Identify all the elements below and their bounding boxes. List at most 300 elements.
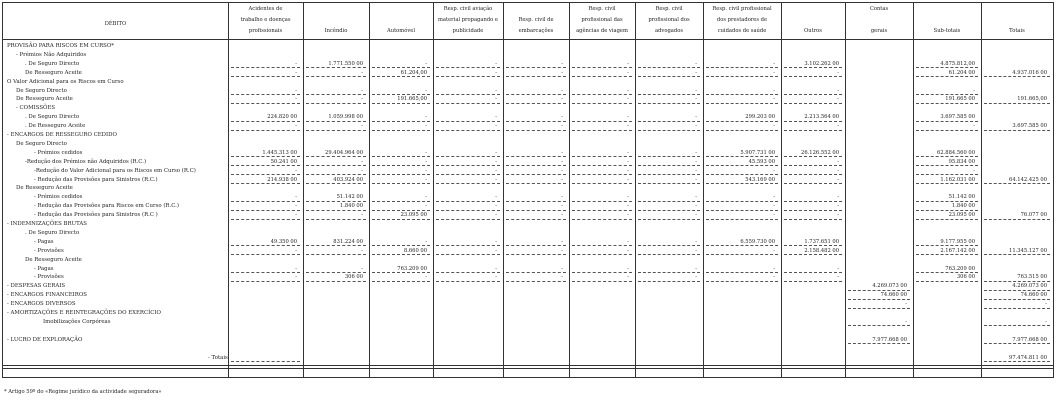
cell-underline — [372, 121, 430, 122]
cell-underline — [916, 254, 978, 255]
row-label: -Redução dos Prémios não Adquiridos (R.C.) — [25, 158, 147, 165]
cell-underline — [436, 94, 500, 95]
cell-value: - — [837, 212, 839, 219]
cell-value: 1.840 00 — [339, 203, 363, 210]
cell-value: 1.771.550 00 — [328, 60, 363, 67]
row-label: De Seguro Directo — [16, 140, 67, 147]
cell-underline — [572, 165, 632, 166]
cell-underline — [638, 165, 700, 166]
column-header-line: dos prestadores de — [716, 17, 768, 23]
cell-value: - — [425, 167, 427, 174]
debit-table — [2, 2, 1054, 378]
cell-value: 403.924 00 — [333, 176, 363, 183]
cell-underline — [572, 254, 632, 255]
cell-value: - — [295, 167, 297, 174]
cell-value: - — [495, 265, 497, 272]
cell-underline — [572, 174, 632, 175]
cell-value: 51.142 00 — [948, 194, 975, 201]
cell-underline — [572, 219, 632, 220]
cell-value: - — [627, 87, 629, 94]
cell-value: - — [495, 60, 497, 67]
cell-underline — [984, 183, 1050, 184]
cell-underline — [706, 130, 778, 131]
cell-value: - — [561, 194, 563, 201]
cell-underline — [916, 103, 978, 104]
cell-value: - — [837, 176, 839, 183]
cell-value: - — [695, 167, 697, 174]
cell-value: 191.665,00 — [1017, 96, 1047, 103]
row-label: . De Seguro Directo — [25, 114, 80, 121]
cell-underline — [784, 219, 842, 220]
cell-value: 306 00 — [956, 274, 975, 281]
cell-underline — [916, 219, 978, 220]
cell-underline — [638, 76, 700, 77]
cell-underline — [706, 245, 778, 246]
column-divider — [369, 3, 370, 377]
cell-value: 1.059.998 00 — [328, 114, 363, 121]
cell-underline — [916, 67, 978, 68]
cell-underline — [848, 308, 910, 309]
cell-underline — [372, 174, 430, 175]
cell-underline — [372, 165, 430, 166]
cell-value: - — [695, 123, 697, 130]
cell-underline — [638, 156, 700, 157]
totals-label: - Totais — [208, 354, 228, 361]
cell-underline — [436, 174, 500, 175]
cell-value: 1.840 00 — [951, 203, 975, 210]
cell-underline — [231, 281, 300, 282]
row-label: - DESPESAS GERAIS — [7, 283, 66, 290]
cell-value: - — [561, 69, 563, 76]
column-header-line: Sub-totais — [933, 28, 961, 34]
cell-value: - — [425, 176, 427, 183]
cell-underline — [231, 76, 300, 77]
cell-underline — [638, 174, 700, 175]
cell-value: - — [425, 194, 427, 201]
row-label: - ENCARGOS FINANCEIROS — [7, 292, 87, 299]
cell-underline — [306, 94, 366, 95]
cell-underline — [436, 272, 500, 273]
row-label: - Prémios cedidos — [34, 149, 83, 156]
cell-value: - — [773, 167, 775, 174]
cell-underline — [436, 67, 500, 68]
cell-underline — [506, 76, 566, 77]
cell-value: - — [561, 149, 563, 156]
cell-value: - — [695, 274, 697, 281]
cell-underline — [984, 299, 1050, 300]
cell-underline — [306, 67, 366, 68]
column-divider — [703, 3, 704, 377]
cell-value: - — [561, 96, 563, 103]
cell-underline — [784, 254, 842, 255]
cell-value: - — [695, 87, 697, 94]
cell-underline — [784, 76, 842, 77]
cell-value: - — [773, 60, 775, 67]
cell-value: 4.269.073 00 — [1012, 283, 1047, 290]
cell-value: - — [561, 274, 563, 281]
cell-underline — [306, 281, 366, 282]
cell-underline — [706, 281, 778, 282]
cell-underline — [306, 103, 366, 104]
cell-value: - — [773, 194, 775, 201]
column-header-line: trabalho e doenças — [240, 17, 291, 23]
cell-underline — [706, 165, 778, 166]
cell-underline — [638, 281, 700, 282]
cell-value: - — [361, 96, 363, 103]
cell-underline — [916, 165, 978, 166]
row-label: Imobilizações Corpóreas — [43, 318, 111, 325]
cell-underline — [372, 130, 430, 131]
cell-underline — [706, 103, 778, 104]
cell-value: - — [495, 247, 497, 254]
cell-underline — [372, 210, 430, 211]
cell-value: - — [773, 87, 775, 94]
cell-value: 26.126.552 00 — [801, 149, 839, 156]
cell-value: - — [773, 212, 775, 219]
cell-value: - — [973, 167, 975, 174]
cell-value: - — [627, 265, 629, 272]
row-label: - LUCRO DE EXPLORAÇÃO — [7, 336, 83, 343]
cell-underline — [231, 94, 300, 95]
cell-value: 831.224 00 — [333, 238, 363, 245]
cell-underline — [984, 361, 1050, 362]
cell-underline — [784, 103, 842, 104]
cell-underline — [436, 76, 500, 77]
row-label: -Redução do Valor Adicional para os Riscos em Curso (R.C) — [34, 167, 196, 174]
cell-value: 6.559.730 00 — [740, 238, 775, 245]
cell-value: - — [425, 238, 427, 245]
cell-underline — [306, 201, 366, 202]
cell-value: 1.162.031 00 — [940, 176, 975, 183]
cell-underline — [306, 156, 366, 157]
cell-value: 3.697.585 00 — [1012, 123, 1047, 130]
cell-underline — [572, 76, 632, 77]
cell-value: - — [973, 123, 975, 130]
cell-underline — [572, 201, 632, 202]
cell-underline — [372, 76, 430, 77]
cell-value: 763.209 00 — [945, 265, 975, 272]
column-header-line: Automóvel — [387, 28, 415, 34]
cell-underline — [506, 183, 566, 184]
column-divider — [569, 3, 570, 377]
cell-underline — [372, 281, 430, 282]
cell-underline — [372, 67, 430, 68]
cell-underline — [436, 130, 500, 131]
cell-value: - — [837, 123, 839, 130]
cell-value: - — [1045, 301, 1047, 308]
cell-underline — [784, 165, 842, 166]
cell-underline — [436, 103, 500, 104]
cell-underline — [706, 94, 778, 95]
cell-value: - — [495, 123, 497, 130]
cell-underline — [231, 103, 300, 104]
cell-underline — [506, 130, 566, 131]
cell-value: 74.660 00 — [1020, 292, 1047, 299]
cell-value: - — [361, 87, 363, 94]
cell-underline — [984, 103, 1050, 104]
cell-value: - — [695, 60, 697, 67]
cell-value: - — [837, 265, 839, 272]
cell-underline — [572, 156, 632, 157]
row-label: De Resseguro Aceite — [25, 69, 82, 76]
cell-underline — [572, 281, 632, 282]
cell-underline — [572, 103, 632, 104]
cell-underline — [572, 94, 632, 95]
cell-value: - — [295, 212, 297, 219]
cell-value: 74.660 00 — [880, 292, 907, 299]
column-header-line: Resp. civil aviação — [443, 6, 493, 12]
cell-underline — [916, 156, 978, 157]
cell-value: 49.350 00 — [270, 238, 297, 245]
cell-underline — [706, 67, 778, 68]
cell-underline — [706, 272, 778, 273]
cell-underline — [231, 156, 300, 157]
cell-value: - — [773, 203, 775, 210]
cell-value: - — [561, 123, 563, 130]
cell-value: - — [773, 274, 775, 281]
cell-value: - — [495, 194, 497, 201]
cell-value: - — [627, 176, 629, 183]
cell-underline — [372, 201, 430, 202]
cell-underline — [506, 94, 566, 95]
totals-line — [3, 368, 1053, 369]
cell-value: - — [295, 203, 297, 210]
cell-value: 299.203 00 — [745, 114, 775, 121]
cell-value: - — [425, 60, 427, 67]
cell-underline — [306, 272, 366, 273]
cell-value: - — [837, 274, 839, 281]
cell-value: - — [627, 212, 629, 219]
cell-value: 4.875.812,00 — [940, 60, 975, 67]
column-header-line: gerais — [870, 28, 888, 34]
cell-value: 3.697.585 00 — [940, 114, 975, 121]
cell-value: - — [695, 149, 697, 156]
footnote: * Artigo 59º do «Regime jurídico da actividade seguradora» — [4, 389, 162, 395]
cell-value: - — [295, 60, 297, 67]
cell-value: 45.593 00 — [748, 158, 775, 165]
row-label: - ENCARGOS DIVERSOS — [7, 301, 76, 308]
cell-value: - — [361, 167, 363, 174]
cell-underline — [916, 174, 978, 175]
cell-underline — [436, 281, 500, 282]
cell-underline — [306, 210, 366, 211]
row-label: - Prémios cedidos — [34, 194, 83, 201]
cell-underline — [916, 130, 978, 131]
column-header-line: embarcações — [518, 28, 554, 34]
row-label: - Pagas — [34, 238, 54, 245]
cell-underline — [916, 183, 978, 184]
cell-underline — [506, 156, 566, 157]
cell-underline — [706, 183, 778, 184]
cell-value: - — [295, 247, 297, 254]
cell-underline — [372, 245, 430, 246]
cell-underline — [706, 201, 778, 202]
cell-value: - — [361, 247, 363, 254]
cell-underline — [848, 325, 910, 326]
cell-value: - — [425, 123, 427, 130]
column-header-line: Resp. civil — [588, 6, 616, 12]
cell-value: - — [295, 96, 297, 103]
cell-underline — [572, 210, 632, 211]
cell-value: 191.665 00 — [945, 96, 975, 103]
cell-value: 61.204,00 — [400, 69, 427, 76]
cell-value: 95.834 00 — [948, 158, 975, 165]
cell-value: - — [837, 87, 839, 94]
cell-underline — [506, 219, 566, 220]
cell-underline — [572, 245, 632, 246]
cell-value: - — [295, 265, 297, 272]
cell-underline — [638, 201, 700, 202]
cell-value: 51.142 00 — [336, 194, 363, 201]
cell-value: - — [773, 96, 775, 103]
row-label: . De Seguro Directo — [25, 60, 80, 67]
cell-underline — [506, 201, 566, 202]
cell-value: - — [627, 123, 629, 130]
row-label: . De Seguro Directo — [25, 229, 80, 236]
cell-underline — [436, 254, 500, 255]
cell-underline — [572, 121, 632, 122]
cell-underline — [306, 174, 366, 175]
cell-value: - — [495, 274, 497, 281]
cell-value: 5.907.731 00 — [740, 149, 775, 156]
cell-value: - — [905, 318, 907, 325]
cell-underline — [984, 325, 1050, 326]
cell-value: - — [295, 123, 297, 130]
column-header-line: Resp. civil de — [518, 17, 554, 23]
row-label: . De Resseguro Aceite — [25, 123, 86, 130]
cell-underline — [436, 210, 500, 211]
cell-value: - — [361, 69, 363, 76]
cell-value: - — [1045, 318, 1047, 325]
column-header-line: profissionais — [248, 28, 283, 34]
row-label: - ENCARGOS DE RESSEGURO CEDIDO — [7, 132, 117, 138]
column-header-line: cuidados de saúde — [717, 28, 767, 34]
cell-underline — [231, 201, 300, 202]
column-header-line: profissional das — [581, 17, 623, 23]
cell-value: - — [495, 87, 497, 94]
cell-value: - — [773, 69, 775, 76]
cell-value: - — [627, 194, 629, 201]
row-label: O Valor Adicional para os Riscos em Curso — [7, 78, 124, 85]
cell-value: - — [425, 274, 427, 281]
row-label: De Resseguro Aceite — [16, 185, 73, 192]
cell-value: 2.158.482 00 — [804, 247, 839, 254]
cell-value: - — [627, 149, 629, 156]
cell-underline — [984, 254, 1050, 255]
cell-underline — [436, 183, 500, 184]
cell-value: - — [837, 167, 839, 174]
cell-underline — [306, 121, 366, 122]
column-header-line: Totais — [1009, 28, 1025, 34]
cell-underline — [231, 254, 300, 255]
cell-value: 61.204 00 — [948, 69, 975, 76]
cell-value: - — [561, 176, 563, 183]
cell-underline — [984, 219, 1050, 220]
cell-value: - — [627, 96, 629, 103]
column-header-line: Outros — [804, 28, 822, 34]
cell-underline — [784, 272, 842, 273]
cell-value: - — [837, 96, 839, 103]
cell-value: - — [295, 87, 297, 94]
cell-underline — [436, 201, 500, 202]
cell-underline — [506, 103, 566, 104]
cell-value: - — [773, 265, 775, 272]
cell-value: 11.345.127 00 — [1009, 247, 1047, 254]
cell-underline — [784, 156, 842, 157]
cell-value: 4.937.016 00 — [1012, 69, 1047, 76]
column-divider — [503, 3, 504, 377]
cell-underline — [784, 174, 842, 175]
cell-underline — [436, 245, 500, 246]
cell-underline — [306, 183, 366, 184]
cell-underline — [506, 174, 566, 175]
row-label: - Redução das Provisões para Riscos em Curso (R.C.) — [34, 203, 179, 210]
row-label: - Provisões — [34, 247, 64, 254]
cell-underline — [231, 130, 300, 131]
cell-value: 306 00 — [344, 274, 363, 281]
cell-value: - — [495, 167, 497, 174]
header-divider — [3, 39, 1053, 40]
cell-underline — [916, 272, 978, 273]
totals-line — [3, 365, 1053, 366]
cell-underline — [638, 67, 700, 68]
cell-value: - — [695, 265, 697, 272]
column-header-line: agências de viagem — [576, 28, 628, 34]
column-divider — [433, 3, 434, 377]
cell-value: 9.177.955 00 — [940, 238, 975, 245]
cell-value: - — [295, 194, 297, 201]
cell-value: - — [495, 203, 497, 210]
cell-value: - — [627, 203, 629, 210]
cell-value: - — [561, 87, 563, 94]
cell-value: - — [695, 238, 697, 245]
cell-underline — [706, 156, 778, 157]
cell-underline — [306, 219, 366, 220]
cell-value: 64.142.425 00 — [1009, 176, 1047, 183]
cell-underline — [231, 67, 300, 68]
cell-underline — [572, 67, 632, 68]
cell-underline — [916, 281, 978, 282]
cell-underline — [372, 94, 430, 95]
row-label: - Provisões — [34, 274, 64, 281]
cell-value: - — [627, 158, 629, 165]
row-label: - Pagas — [34, 265, 54, 272]
debit-heading: DÉBITO — [104, 21, 127, 27]
row-label: - INDEMNIZAÇÕES BRUTAS — [7, 221, 87, 227]
cell-value: - — [361, 158, 363, 165]
cell-value: 543.169 00 — [745, 176, 775, 183]
cell-underline — [306, 254, 366, 255]
cell-underline — [506, 272, 566, 273]
cell-value: - — [837, 194, 839, 201]
cell-value: - — [425, 114, 427, 121]
cell-underline — [638, 219, 700, 220]
cell-value: - — [561, 212, 563, 219]
cell-value: - — [495, 158, 497, 165]
cell-value: 7.977.668 00 — [1012, 336, 1047, 343]
cell-value: - — [627, 167, 629, 174]
cell-underline — [784, 201, 842, 202]
cell-underline — [231, 174, 300, 175]
cell-value: - — [695, 212, 697, 219]
cell-value: - — [425, 203, 427, 210]
cell-underline — [638, 272, 700, 273]
cell-underline — [572, 272, 632, 273]
cell-value: 763.209 00 — [397, 265, 427, 272]
cell-value: 23.095 00 — [948, 212, 975, 219]
cell-underline — [436, 121, 500, 122]
cell-underline — [306, 76, 366, 77]
